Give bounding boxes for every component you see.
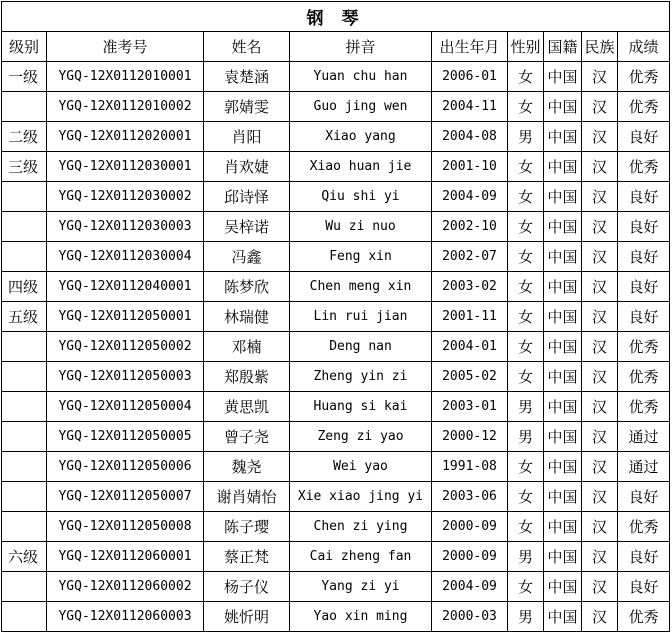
nationality-cell: 中国 bbox=[544, 332, 582, 362]
grade-cell: 优秀 bbox=[618, 392, 670, 422]
table-row bbox=[2, 332, 670, 362]
table-row bbox=[2, 512, 670, 542]
ethnicity-cell: 汉 bbox=[582, 332, 618, 362]
grade-cell: 良好 bbox=[618, 572, 670, 602]
grade-cell: 良好 bbox=[618, 182, 670, 212]
birth-cell: 2002-07 bbox=[432, 242, 508, 272]
grade-cell: 优秀 bbox=[618, 602, 670, 632]
name-cell: 蔡正梵 bbox=[204, 542, 290, 572]
exam-id-cell: YGQ-12X0112030002 bbox=[47, 182, 204, 212]
grade-cell: 良好 bbox=[618, 272, 670, 302]
ethnicity-cell: 汉 bbox=[582, 92, 618, 122]
gender-cell: 女 bbox=[508, 302, 544, 332]
ethnicity-cell: 汉 bbox=[582, 302, 618, 332]
exam-id-cell: YGQ-12X0112030003 bbox=[47, 212, 204, 242]
ethnicity-cell: 汉 bbox=[582, 242, 618, 272]
grade-cell: 通过 bbox=[618, 422, 670, 452]
level-cell bbox=[2, 332, 47, 362]
ethnicity-cell: 汉 bbox=[582, 62, 618, 92]
pinyin-cell: Yuan chu han bbox=[290, 62, 432, 92]
birth-cell: 2005-02 bbox=[432, 362, 508, 392]
level-cell: 三级 bbox=[2, 152, 47, 182]
nationality-cell: 中国 bbox=[544, 512, 582, 542]
name-cell: 邱诗怿 bbox=[204, 182, 290, 212]
exam-id-cell: YGQ-12X0112030001 bbox=[47, 152, 204, 182]
gender-cell: 女 bbox=[508, 482, 544, 512]
birth-cell: 2000-12 bbox=[432, 422, 508, 452]
name-cell: 郭婧雯 bbox=[204, 92, 290, 122]
table-row bbox=[2, 482, 670, 512]
birth-cell: 2000-03 bbox=[432, 602, 508, 632]
nationality-cell: 中国 bbox=[544, 572, 582, 602]
ethnicity-cell: 汉 bbox=[582, 482, 618, 512]
level-cell: 五级 bbox=[2, 302, 47, 332]
table-row bbox=[2, 422, 670, 452]
grade-cell: 优秀 bbox=[618, 152, 670, 182]
name-cell: 陈梦欣 bbox=[204, 272, 290, 302]
table-row bbox=[2, 542, 670, 572]
gender-cell: 男 bbox=[508, 542, 544, 572]
name-cell: 曾子尧 bbox=[204, 422, 290, 452]
birth-cell: 2003-02 bbox=[432, 272, 508, 302]
level-cell: 二级 bbox=[2, 122, 47, 152]
nationality-cell: 中国 bbox=[544, 302, 582, 332]
gender-cell: 女 bbox=[508, 152, 544, 182]
birth-cell: 1991-08 bbox=[432, 452, 508, 482]
grade-cell: 良好 bbox=[618, 212, 670, 242]
exam-id-cell: YGQ-12X0112060001 bbox=[47, 542, 204, 572]
birth-cell: 2000-09 bbox=[432, 542, 508, 572]
gender-cell: 男 bbox=[508, 602, 544, 632]
exam-id-cell: YGQ-12X0112050007 bbox=[47, 482, 204, 512]
exam-id-cell: YGQ-12X0112050006 bbox=[47, 452, 204, 482]
level-cell bbox=[2, 212, 47, 242]
level-cell bbox=[2, 422, 47, 452]
gender-cell: 女 bbox=[508, 362, 544, 392]
name-cell: 吴梓诺 bbox=[204, 212, 290, 242]
nationality-cell: 中国 bbox=[544, 92, 582, 122]
pinyin-cell: Huang si kai bbox=[290, 392, 432, 422]
level-cell bbox=[2, 602, 47, 632]
name-cell: 陈子璎 bbox=[204, 512, 290, 542]
name-cell: 姚忻明 bbox=[204, 602, 290, 632]
birth-cell: 2001-10 bbox=[432, 152, 508, 182]
ethnicity-cell: 汉 bbox=[582, 362, 618, 392]
exam-id-cell: YGQ-12X0112050008 bbox=[47, 512, 204, 542]
level-cell bbox=[2, 182, 47, 212]
birth-cell: 2006-01 bbox=[432, 62, 508, 92]
exam-results-table bbox=[1, 1, 670, 632]
grade-cell: 优秀 bbox=[618, 62, 670, 92]
pinyin-cell: Xiao huan jie bbox=[290, 152, 432, 182]
pinyin-cell: Chen meng xin bbox=[290, 272, 432, 302]
ethnicity-cell: 汉 bbox=[582, 272, 618, 302]
header-row bbox=[2, 32, 670, 62]
header-birth: 出生年月 bbox=[432, 32, 508, 62]
birth-cell: 2003-01 bbox=[432, 392, 508, 422]
grade-cell: 良好 bbox=[618, 122, 670, 152]
pinyin-cell: Deng nan bbox=[290, 332, 432, 362]
name-cell: 冯鑫 bbox=[204, 242, 290, 272]
header-ethnicity: 民族 bbox=[582, 32, 618, 62]
exam-id-cell: YGQ-12X0112050005 bbox=[47, 422, 204, 452]
pinyin-cell: Wei yao bbox=[290, 452, 432, 482]
exam-id-cell: YGQ-12X0112010002 bbox=[47, 92, 204, 122]
grade-cell: 优秀 bbox=[618, 332, 670, 362]
level-cell bbox=[2, 452, 47, 482]
nationality-cell: 中国 bbox=[544, 212, 582, 242]
pinyin-cell: Yang zi yi bbox=[290, 572, 432, 602]
grade-cell: 良好 bbox=[618, 542, 670, 572]
exam-id-cell: YGQ-12X0112060002 bbox=[47, 572, 204, 602]
pinyin-cell: Zeng zi yao bbox=[290, 422, 432, 452]
birth-cell: 2000-09 bbox=[432, 512, 508, 542]
nationality-cell: 中国 bbox=[544, 482, 582, 512]
name-cell: 肖阳 bbox=[204, 122, 290, 152]
name-cell: 魏尧 bbox=[204, 452, 290, 482]
exam-id-cell: YGQ-12X0112010001 bbox=[47, 62, 204, 92]
table-row bbox=[2, 62, 670, 92]
table-row bbox=[2, 392, 670, 422]
pinyin-cell: Xiao yang bbox=[290, 122, 432, 152]
exam-id-cell: YGQ-12X0112030004 bbox=[47, 242, 204, 272]
nationality-cell: 中国 bbox=[544, 242, 582, 272]
title-row bbox=[2, 2, 670, 32]
gender-cell: 女 bbox=[508, 242, 544, 272]
pinyin-cell: Guo jing wen bbox=[290, 92, 432, 122]
nationality-cell: 中国 bbox=[544, 122, 582, 152]
gender-cell: 女 bbox=[508, 272, 544, 302]
table-row bbox=[2, 92, 670, 122]
ethnicity-cell: 汉 bbox=[582, 392, 618, 422]
pinyin-cell: Wu zi nuo bbox=[290, 212, 432, 242]
exam-id-cell: YGQ-12X0112050002 bbox=[47, 332, 204, 362]
nationality-cell: 中国 bbox=[544, 272, 582, 302]
birth-cell: 2004-09 bbox=[432, 182, 508, 212]
pinyin-cell: Chen zi ying bbox=[290, 512, 432, 542]
nationality-cell: 中国 bbox=[544, 392, 582, 422]
level-cell bbox=[2, 392, 47, 422]
birth-cell: 2004-09 bbox=[432, 572, 508, 602]
level-cell bbox=[2, 92, 47, 122]
exam-id-cell: YGQ-12X0112050001 bbox=[47, 302, 204, 332]
ethnicity-cell: 汉 bbox=[582, 602, 618, 632]
gender-cell: 女 bbox=[508, 92, 544, 122]
gender-cell: 男 bbox=[508, 122, 544, 152]
grade-cell: 通过 bbox=[618, 452, 670, 482]
level-cell: 四级 bbox=[2, 272, 47, 302]
nationality-cell: 中国 bbox=[544, 152, 582, 182]
birth-cell: 2002-10 bbox=[432, 212, 508, 242]
grade-cell: 良好 bbox=[618, 482, 670, 512]
nationality-cell: 中国 bbox=[544, 452, 582, 482]
pinyin-cell: Qiu shi yi bbox=[290, 182, 432, 212]
level-cell bbox=[2, 512, 47, 542]
nationality-cell: 中国 bbox=[544, 602, 582, 632]
header-name: 姓名 bbox=[204, 32, 290, 62]
gender-cell: 男 bbox=[508, 422, 544, 452]
name-cell: 林瑞健 bbox=[204, 302, 290, 332]
gender-cell: 女 bbox=[508, 62, 544, 92]
name-cell: 黄思凯 bbox=[204, 392, 290, 422]
birth-cell: 2001-11 bbox=[432, 302, 508, 332]
birth-cell: 2004-01 bbox=[432, 332, 508, 362]
level-cell: 六级 bbox=[2, 542, 47, 572]
nationality-cell: 中国 bbox=[544, 422, 582, 452]
ethnicity-cell: 汉 bbox=[582, 422, 618, 452]
exam-id-cell: YGQ-12X0112040001 bbox=[47, 272, 204, 302]
nationality-cell: 中国 bbox=[544, 62, 582, 92]
header-exam-id: 准考号 bbox=[47, 32, 204, 62]
gender-cell: 女 bbox=[508, 212, 544, 242]
nationality-cell: 中国 bbox=[544, 362, 582, 392]
birth-cell: 2004-11 bbox=[432, 92, 508, 122]
header-grade: 成绩 bbox=[618, 32, 670, 62]
name-cell: 邓楠 bbox=[204, 332, 290, 362]
pinyin-cell: Zheng yin zi bbox=[290, 362, 432, 392]
gender-cell: 女 bbox=[508, 182, 544, 212]
grade-cell: 优秀 bbox=[618, 92, 670, 122]
grade-cell: 优秀 bbox=[618, 362, 670, 392]
table-row bbox=[2, 122, 670, 152]
table-row bbox=[2, 272, 670, 302]
header-nationality: 国籍 bbox=[544, 32, 582, 62]
nationality-cell: 中国 bbox=[544, 542, 582, 572]
table-row bbox=[2, 242, 670, 272]
exam-id-cell: YGQ-12X0112020001 bbox=[47, 122, 204, 152]
birth-cell: 2004-08 bbox=[432, 122, 508, 152]
pinyin-cell: Feng xin bbox=[290, 242, 432, 272]
exam-id-cell: YGQ-12X0112060003 bbox=[47, 602, 204, 632]
header-level: 级别 bbox=[2, 32, 47, 62]
grade-cell: 良好 bbox=[618, 242, 670, 272]
level-cell bbox=[2, 362, 47, 392]
table-row bbox=[2, 182, 670, 212]
name-cell: 谢肖婧怡 bbox=[204, 482, 290, 512]
header-gender: 性别 bbox=[508, 32, 544, 62]
ethnicity-cell: 汉 bbox=[582, 542, 618, 572]
level-cell bbox=[2, 242, 47, 272]
ethnicity-cell: 汉 bbox=[582, 122, 618, 152]
table-row bbox=[2, 602, 670, 632]
table-row bbox=[2, 452, 670, 482]
header-pinyin: 拼音 bbox=[290, 32, 432, 62]
gender-cell: 女 bbox=[508, 332, 544, 362]
gender-cell: 女 bbox=[508, 512, 544, 542]
pinyin-cell: Yao xin ming bbox=[290, 602, 432, 632]
gender-cell: 女 bbox=[508, 452, 544, 482]
pinyin-cell: Cai zheng fan bbox=[290, 542, 432, 572]
table-title: 钢 琴 bbox=[2, 2, 670, 32]
level-cell bbox=[2, 572, 47, 602]
ethnicity-cell: 汉 bbox=[582, 182, 618, 212]
name-cell: 杨子仪 bbox=[204, 572, 290, 602]
table-row bbox=[2, 362, 670, 392]
table-row bbox=[2, 152, 670, 182]
level-cell bbox=[2, 482, 47, 512]
grade-cell: 良好 bbox=[618, 302, 670, 332]
level-cell: 一级 bbox=[2, 62, 47, 92]
ethnicity-cell: 汉 bbox=[582, 512, 618, 542]
exam-id-cell: YGQ-12X0112050004 bbox=[47, 392, 204, 422]
gender-cell: 女 bbox=[508, 572, 544, 602]
table-row bbox=[2, 212, 670, 242]
pinyin-cell: Xie xiao jing yi bbox=[290, 482, 432, 512]
name-cell: 袁楚涵 bbox=[204, 62, 290, 92]
nationality-cell: 中国 bbox=[544, 182, 582, 212]
grade-cell: 优秀 bbox=[618, 512, 670, 542]
gender-cell: 男 bbox=[508, 392, 544, 422]
birth-cell: 2003-06 bbox=[432, 482, 508, 512]
name-cell: 郑殷紫 bbox=[204, 362, 290, 392]
pinyin-cell: Lin rui jian bbox=[290, 302, 432, 332]
table-row bbox=[2, 302, 670, 332]
ethnicity-cell: 汉 bbox=[582, 452, 618, 482]
table-row bbox=[2, 572, 670, 602]
ethnicity-cell: 汉 bbox=[582, 212, 618, 242]
exam-id-cell: YGQ-12X0112050003 bbox=[47, 362, 204, 392]
ethnicity-cell: 汉 bbox=[582, 572, 618, 602]
ethnicity-cell: 汉 bbox=[582, 152, 618, 182]
name-cell: 肖欢婕 bbox=[204, 152, 290, 182]
